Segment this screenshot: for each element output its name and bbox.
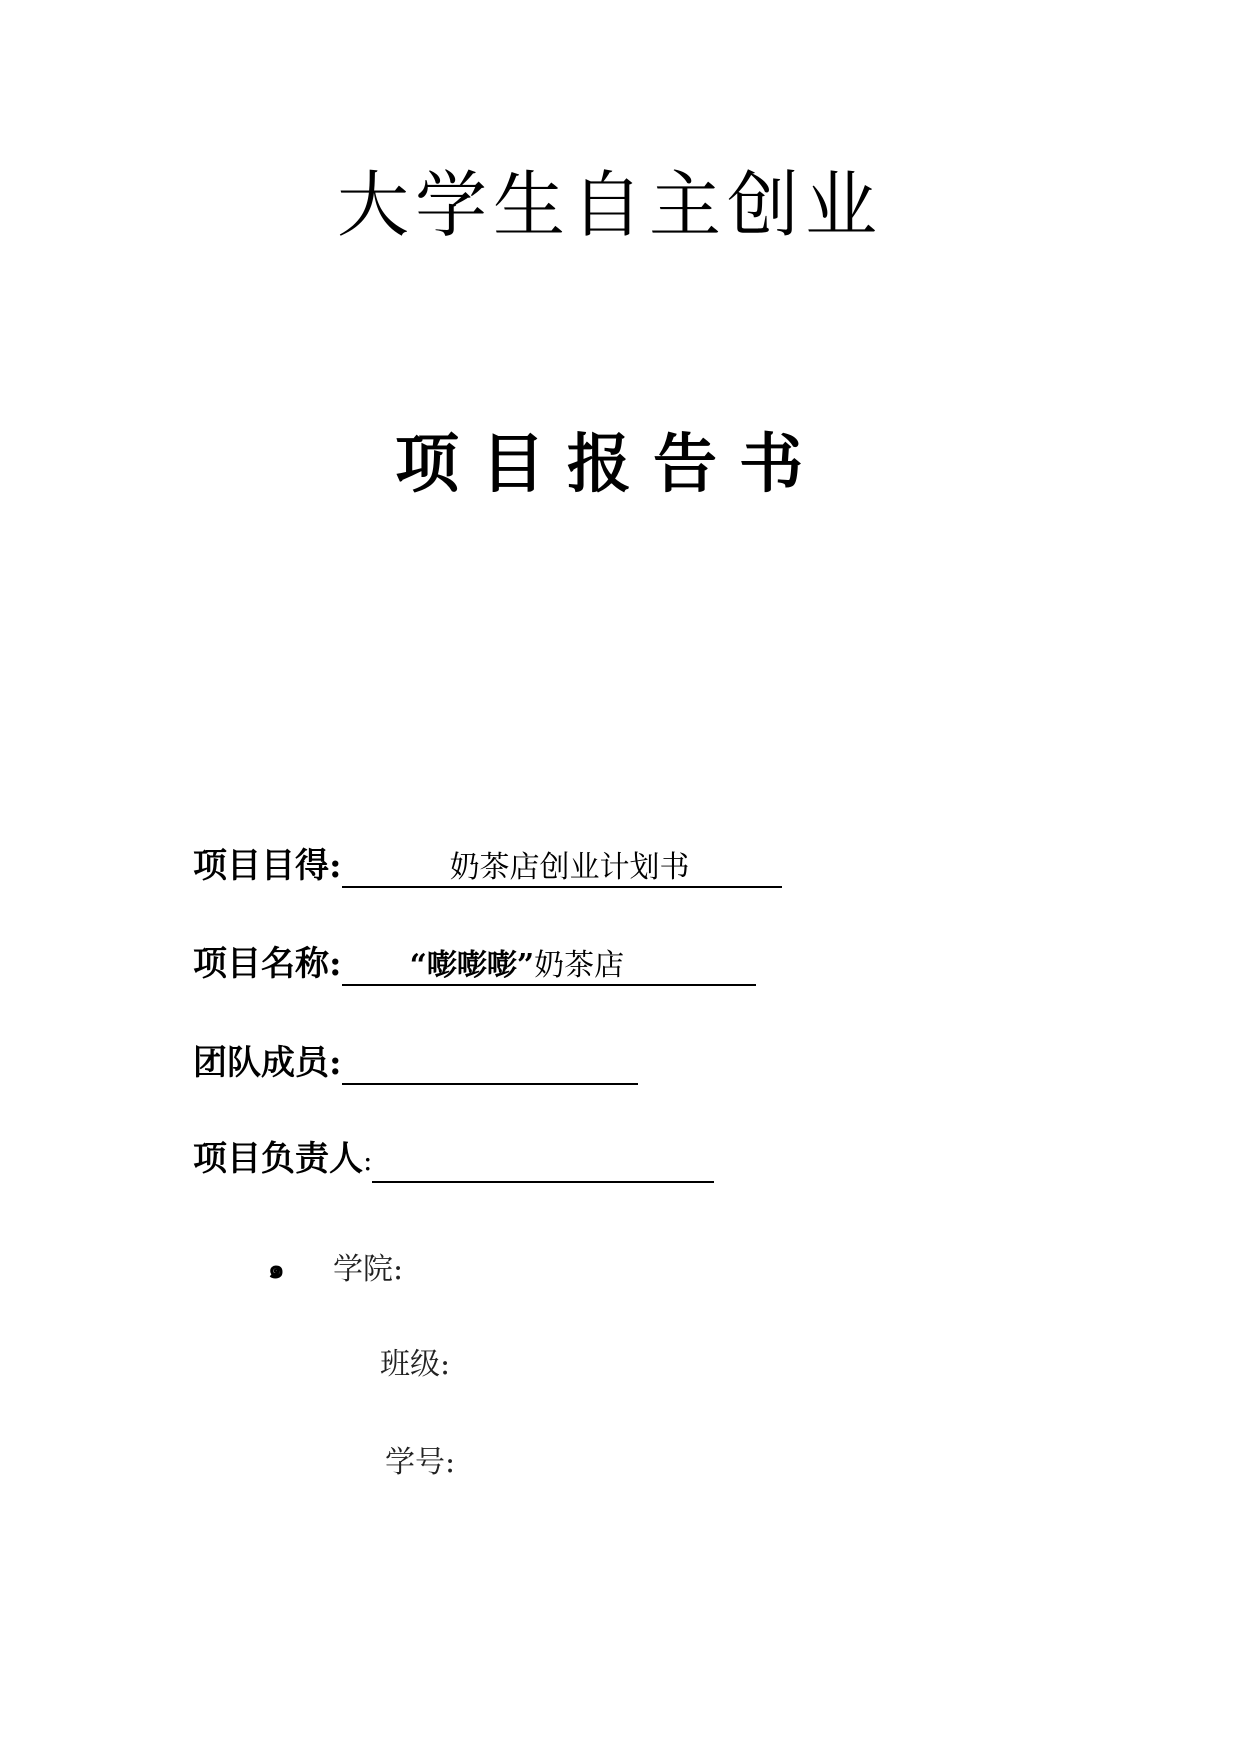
college-label: 学院: [333, 1252, 404, 1287]
field-name-line [342, 946, 756, 986]
field-purpose [193, 840, 782, 888]
field-team-label: 团队成员: [193, 1043, 342, 1083]
field-name [193, 938, 756, 986]
field-team [193, 1037, 638, 1085]
field-leader [193, 1135, 714, 1183]
field-team-line [342, 1045, 638, 1085]
class-label: 班级: [380, 1347, 451, 1382]
field-name-label: 项目名称: [193, 944, 342, 984]
field-purpose-line [342, 848, 782, 888]
document-title: 大学生自主创业 [336, 163, 883, 247]
field-leader-colon: : [363, 1144, 373, 1177]
document-subtitle: 项目报告书 [395, 427, 825, 502]
list-bullet-icon: ๑ [268, 1255, 285, 1285]
field-name-value-quoted: “嘭嘭嘭” [409, 948, 535, 983]
field-purpose-label: 项目目得: [193, 846, 342, 886]
student-id-label: 学号: [385, 1445, 456, 1480]
field-name-value-rest: 奶茶店 [534, 948, 625, 983]
field-leader-label: 项目负责人 [193, 1139, 363, 1179]
field-purpose-value: 奶茶店创业计划书 [449, 850, 690, 885]
field-leader-line [372, 1143, 714, 1183]
field-leader-label-wrap [193, 1137, 372, 1183]
